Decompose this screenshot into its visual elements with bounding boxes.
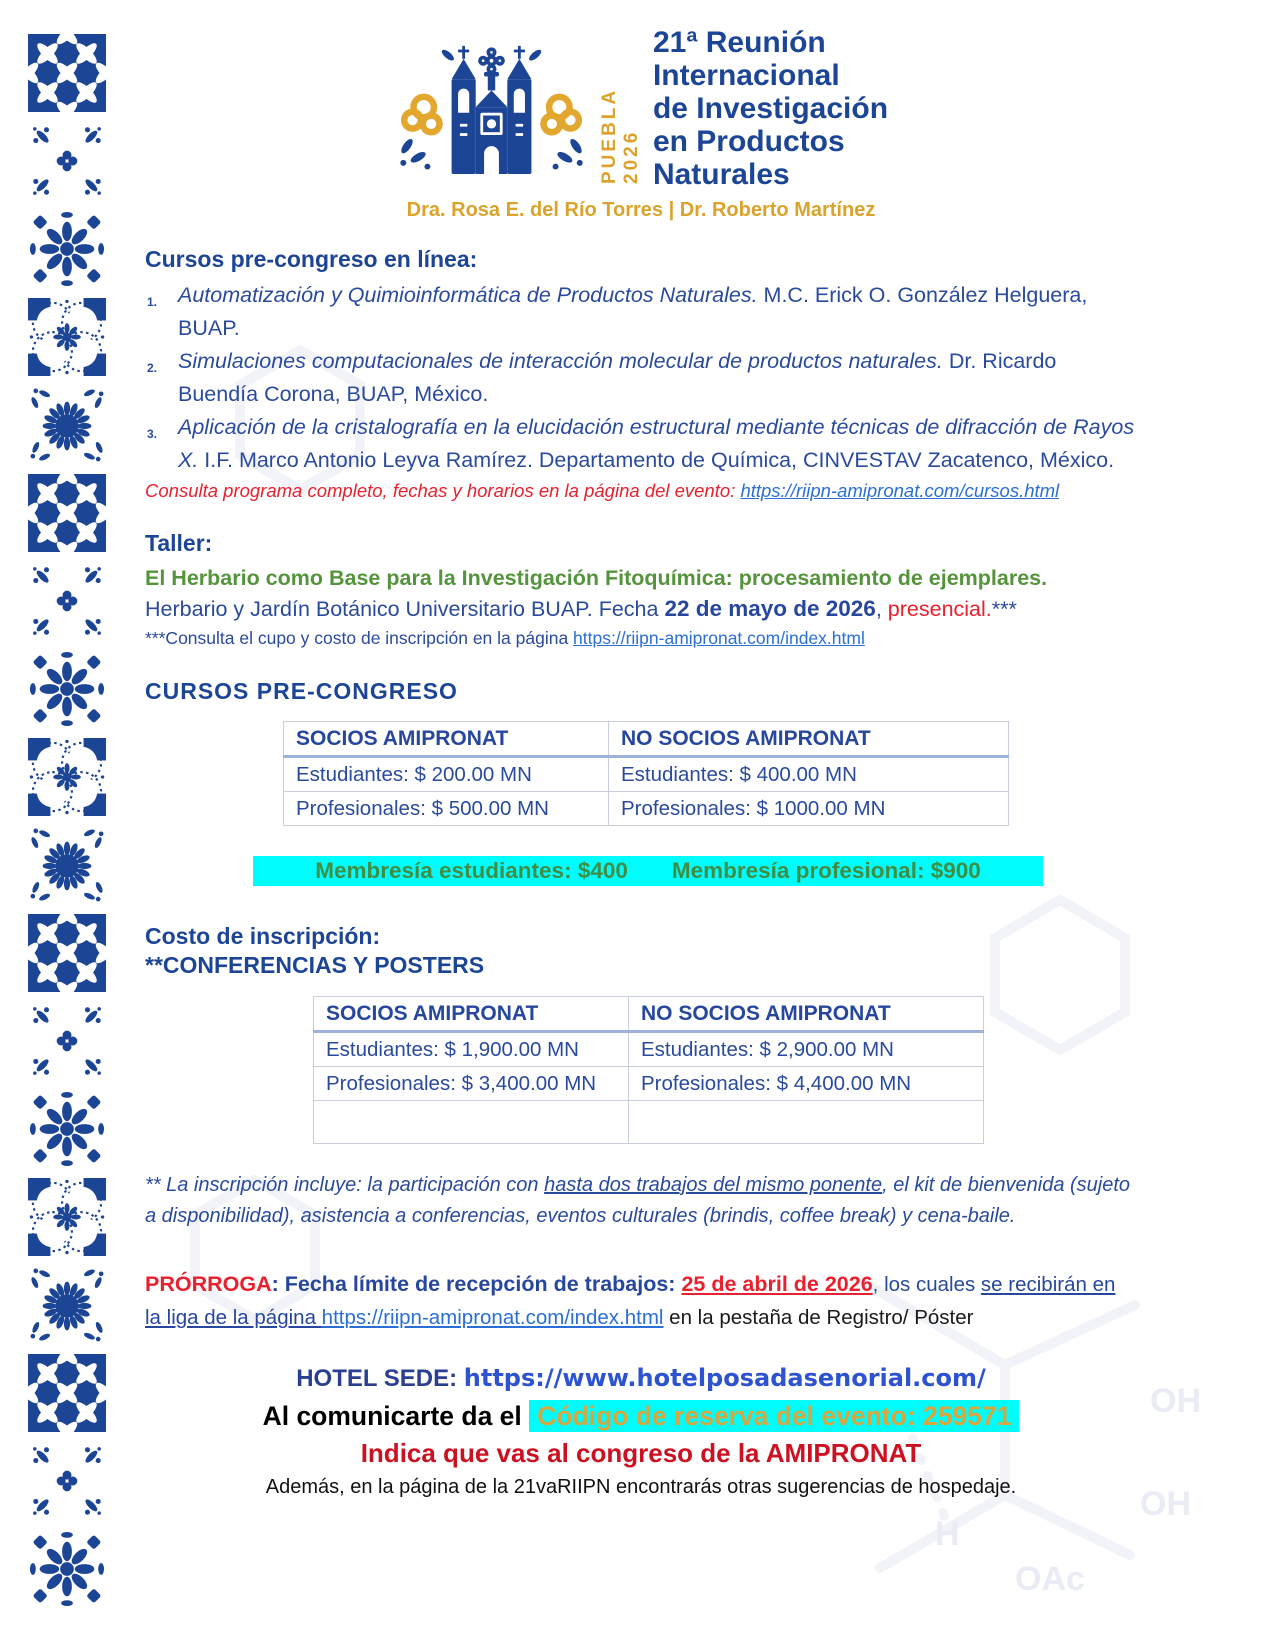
tile-petal-icon — [28, 210, 106, 288]
prorroga-tail: en la pestaña de Registro/ Póster — [663, 1306, 974, 1329]
table-header-row — [314, 997, 984, 1032]
cell: Profesionales: $ 500.00 MN — [284, 792, 609, 826]
table-row — [284, 792, 1009, 826]
cell: Estudiantes: $ 2,900.00 MN — [629, 1032, 984, 1067]
col-socios: SOCIOS AMIPRONAT — [284, 722, 609, 757]
prorroga-text: : Fecha límite de recepción de trabajos: — [271, 1272, 682, 1296]
svg-text:OH: OH — [1150, 1382, 1201, 1420]
precongreso-price-table — [283, 721, 1009, 826]
reservation-code: Código de reserva del evento: 259571 — [529, 1400, 1019, 1432]
tile-solid-icon — [28, 914, 106, 992]
table-row — [284, 757, 1009, 792]
item-number: 3. — [147, 427, 158, 441]
section-hotel — [145, 1360, 1137, 1503]
table-empty-row — [314, 1101, 984, 1144]
cell: Profesionales: $ 1000.00 MN — [609, 792, 1009, 826]
membership-professional: Membresía profesional: $900 — [671, 858, 981, 883]
course-item-2 — [145, 345, 1137, 411]
cursos-link[interactable]: https://riipn-amipronat.com/cursos.html — [740, 480, 1060, 501]
tile-solid-icon — [28, 1354, 106, 1432]
taller-note-text: ***Consulta el cupo y costo de inscripción en la página — [145, 628, 574, 648]
tile-solid-icon — [28, 474, 106, 552]
header — [145, 26, 1137, 191]
hotel-label: HOTEL SEDE: — [296, 1365, 464, 1392]
tile-medallion-icon — [28, 1266, 106, 1344]
tile-lace-icon — [28, 298, 106, 376]
title-line: en Productos — [652, 125, 845, 158]
hotel-code-line — [145, 1397, 1137, 1435]
tile-medallion-icon — [28, 826, 106, 904]
talavera-tile-strip — [28, 34, 106, 1608]
title-line: Naturales — [652, 158, 790, 191]
cell: Profesionales: $ 4,400.00 MN — [629, 1067, 984, 1101]
hotel-instruction: Al comunicarte da el — [262, 1401, 530, 1431]
cursos-heading: Cursos pre-congreso en línea: — [145, 246, 478, 272]
cell: Estudiantes: $ 400.00 MN — [609, 757, 1009, 792]
cell — [314, 1101, 629, 1144]
prorroga-deadline: 25 de abril de 2026 — [681, 1272, 873, 1296]
tile-petal-icon — [28, 1090, 106, 1168]
prorroga-label: PRÓRROGA — [145, 1272, 272, 1296]
puebla-2026-label: PUEBLA 2026 — [598, 88, 642, 184]
taller-presencial: presencial. — [887, 597, 992, 621]
col-no-socios: NO SOCIOS AMIPRONAT — [629, 997, 984, 1032]
taller-link[interactable]: https://riipn-amipronat.com/index.html — [573, 628, 865, 648]
section-prorroga — [145, 1268, 1137, 1334]
tile-petal-icon — [28, 650, 106, 728]
comma: , — [875, 597, 888, 621]
church-logo-icon — [394, 34, 589, 184]
table-row — [314, 1067, 984, 1101]
course-speaker: Dr. Ricardo Buendía Corona, BUAP, México. — [178, 349, 1057, 406]
course-speaker: M.C. Erick O. González Helguera, BUAP. — [178, 283, 1088, 340]
conferencias-heading: **CONFERENCIAS Y POSTERS — [145, 952, 485, 978]
hotel-final-line: Además, en la página de la 21vaRIIPN encontrarás otras sugerencias de hospedaje. — [265, 1476, 1017, 1498]
note-underlined: hasta dos trabajos del mismo ponente — [544, 1174, 883, 1196]
tile-corner-icon — [28, 562, 106, 640]
tile-lace-icon — [28, 738, 106, 816]
tile-corner-icon — [28, 122, 106, 200]
cell: Estudiantes: $ 200.00 MN — [284, 757, 609, 792]
section-taller — [145, 530, 1137, 652]
costo-heading: Costo de inscripción: — [145, 923, 381, 949]
cell: Profesionales: $ 3,400.00 MN — [314, 1067, 629, 1101]
course-title: Simulaciones computacionales de interacción molecular de productos naturales. — [178, 349, 943, 373]
taller-date: 22 de mayo de 2026 — [664, 596, 876, 621]
hotel-sede-line — [145, 1360, 1137, 1397]
hotel-link[interactable]: https://www.hotelposadasenorial.com/ — [463, 1364, 986, 1392]
section-precongreso — [145, 678, 1137, 886]
taller-title: El Herbario como Base para la Investigación Fitoquímica: procesamiento de ejemplares. — [145, 566, 1048, 590]
svg-text:H: H — [935, 1515, 960, 1553]
taller-note — [145, 625, 1137, 652]
svg-text:OH: OH — [1140, 1485, 1191, 1523]
col-no-socios: NO SOCIOS AMIPRONAT — [609, 722, 1009, 757]
tile-solid-icon — [28, 34, 106, 112]
item-number: 1. — [147, 295, 158, 309]
item-number: 2. — [147, 361, 158, 375]
course-item-1 — [145, 279, 1137, 345]
precongreso-heading: CURSOS PRE-CONGRESO — [145, 678, 458, 704]
table-row — [314, 1032, 984, 1067]
title-line: de Investigación — [652, 92, 889, 125]
hotel-congress-line: Indica que vas al congreso de la AMIPRONAT — [360, 1438, 922, 1468]
membership-students: Membresía estudiantes: $400 — [315, 858, 628, 883]
membership-highlight — [253, 856, 1043, 886]
note-text: , el kit de bienvenida (sujeto a disponibilidad), asistencia a conferencias, eventos culturales (brindis, coffee break) y cena-baile. — [145, 1174, 1131, 1227]
taller-details — [145, 593, 1137, 625]
content — [145, 26, 1137, 1503]
table-header-row — [284, 722, 1009, 757]
course-list — [145, 279, 1137, 477]
organizers-credits: Dra. Rosa E. del Río Torres | Dr. Roberto Martínez — [406, 199, 876, 221]
svg-text:OAc: OAc — [1015, 1560, 1085, 1598]
tile-corner-icon — [28, 1442, 106, 1520]
cell — [629, 1101, 984, 1144]
taller-heading: Taller: — [145, 530, 213, 556]
event-title — [653, 26, 888, 191]
taller-venue: Herbario y Jardín Botánico Universitario BUAP. Fecha — [145, 597, 665, 621]
inscripcion-price-table — [313, 996, 984, 1144]
tile-lace-icon — [28, 1178, 106, 1256]
course-speaker: I.F. Marco Antonio Leyva Ramírez. Departamento de Química, CINVESTAV Zacatenco, México. — [198, 448, 1115, 472]
course-title: Aplicación de la cristalografía en la elucidación estructural mediante técnicas de difracción de Rayos X. — [178, 415, 1135, 472]
cursos-note-text: Consulta programa completo, fechas y horarios en la página del evento: — [145, 480, 741, 501]
title-line: 21ª Reunión — [652, 26, 826, 59]
section-cursos — [145, 246, 1137, 502]
cell: Estudiantes: $ 1,900.00 MN — [314, 1032, 629, 1067]
inscripcion-note — [145, 1170, 1137, 1232]
tile-petal-icon — [28, 1530, 106, 1608]
title-line: Internacional — [652, 59, 840, 92]
prorroga-underlined: se recibirán en la liga de la página — [145, 1273, 1116, 1329]
cursos-note — [145, 480, 1137, 502]
section-costo — [145, 922, 1137, 1232]
tile-corner-icon — [28, 1002, 106, 1080]
prorroga-link[interactable]: https://riipn-amipronat.com/index.html — [321, 1306, 664, 1329]
tile-medallion-icon — [28, 386, 106, 464]
prorroga-lead — [145, 1272, 873, 1296]
col-socios: SOCIOS AMIPRONAT — [314, 997, 629, 1032]
asterisks: *** — [991, 597, 1017, 621]
prorroga-text2: , los cuales — [872, 1273, 981, 1296]
course-item-3 — [145, 411, 1137, 477]
note-text: ** La inscripción incluye: la participación con — [145, 1174, 545, 1196]
course-title: Automatización y Quimioinformática de Productos Naturales. — [178, 283, 758, 307]
